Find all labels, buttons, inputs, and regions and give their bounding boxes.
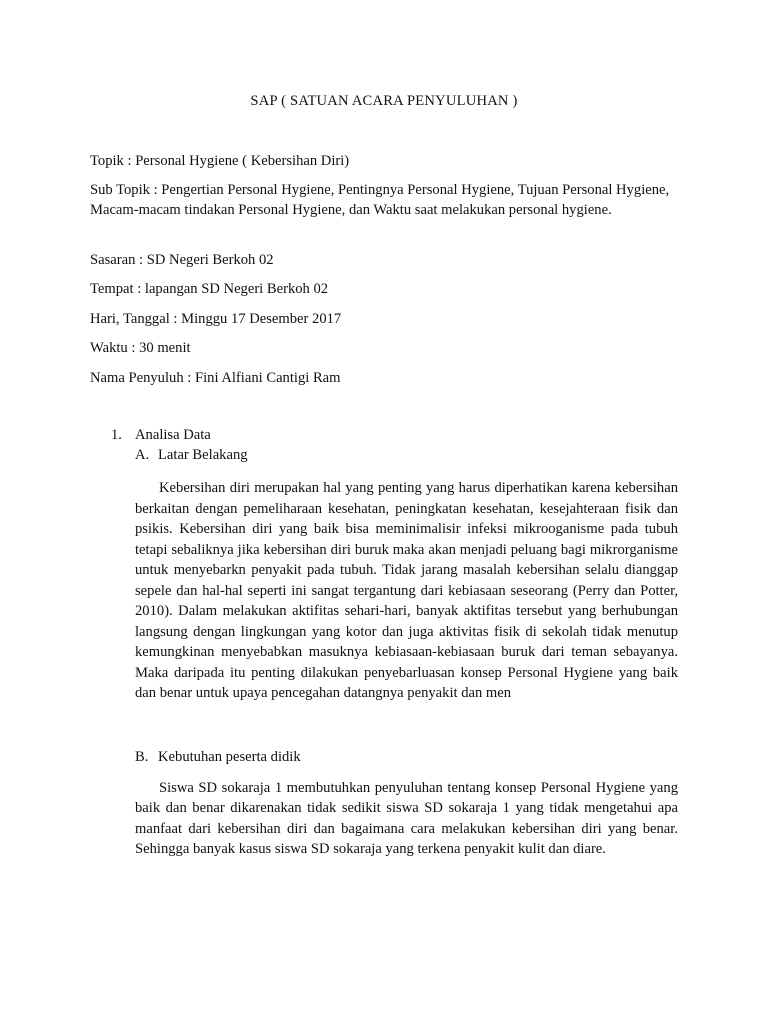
sub-topik-line: Sub Topik : Pengertian Personal Hygiene, Pentingnya Personal Hygiene, Tujuan Personal Hygiene, Macam-macam tindakan Personal Hygiene, dan Waktu saat melakukan personal hygiene. [90,182,670,218]
waktu-line: Waktu : 30 menit [90,340,191,356]
section-1-heading: Analisa Data [135,427,211,443]
hari-tanggal-line: Hari, Tanggal : Minggu 17 Desember 2017 [90,311,342,327]
latar-belakang-paragraph: Kebersihan diri merupakan hal yang penting yang harus diperhatikan karena kebersihan berkaitan dengan pemeliharaan kesehatan, peningkatan kesehatan, kesejahteraan fisik dan psikis. Kebersihan diri yang baik bisa meminimalisir infeksi mikrooganisme pada tubuh tetapi sebaliknya jika kebersihan diri buruk maka akan menjadi peluang bagi mikrorganisme untuk menyebarkn penyakit pada tubuh. Tidak jarang masalah kebersihan selalu dianggap sepele dan hal-hal seperti ini sangat tergantung dari kebiasaan seseorang (Perry dan Potter, 2010). Dalam melakukan aktifitas sehari-hari, banyak aktifitas tersebut yang berhubungan langsung dengan lingkungan yang kotor dan juga aktivitas fisik di sekolah tidak menutup kemungkinan menyebabkan masuknya kebiasaan-kebiasaan buruk dari teman sebayanya. Maka daripada itu penting dilakukan penyebarluasan konsep Personal Hygiene yang baik dan benar untuk upaya pencegahan datangnya penyakit dan men [135,480,678,702]
kebutuhan-paragraph: Siswa SD sokaraja 1 membutuhkan penyuluhan tentang konsep Personal Hygiene yang baik dan benar dikarenakan tidak sedikit siswa SD sokaraja 1 yang tidak mengetahui apa manfaat dari kebersihan diri dan bagaimana cara melakukan kebersihan diri yang benar. Sehingga banyak kasus siswa SD sokaraja yang terkena penyakit kulit dan diare. [135,780,678,857]
nama-penyuluh-line: Nama Penyuluh : Fini Alfiani Cantigi Ram [90,370,341,386]
subsection-a-heading: Latar Belakang [158,447,248,463]
subsection-b-heading: Kebutuhan peserta didik [158,749,301,765]
subsection-a-letter: A. [135,447,150,463]
document-title: SAP ( SATUAN ACARA PENYULUHAN ) [250,93,518,109]
sasaran-line: Sasaran : SD Negeri Berkoh 02 [90,252,274,268]
topik-line: Topik : Personal Hygiene ( Kebersihan Diri) [90,153,350,169]
subsection-b-letter: B. [135,749,149,765]
section-1-number: 1. [111,427,122,443]
tempat-line: Tempat : lapangan SD Negeri Berkoh 02 [90,281,329,297]
